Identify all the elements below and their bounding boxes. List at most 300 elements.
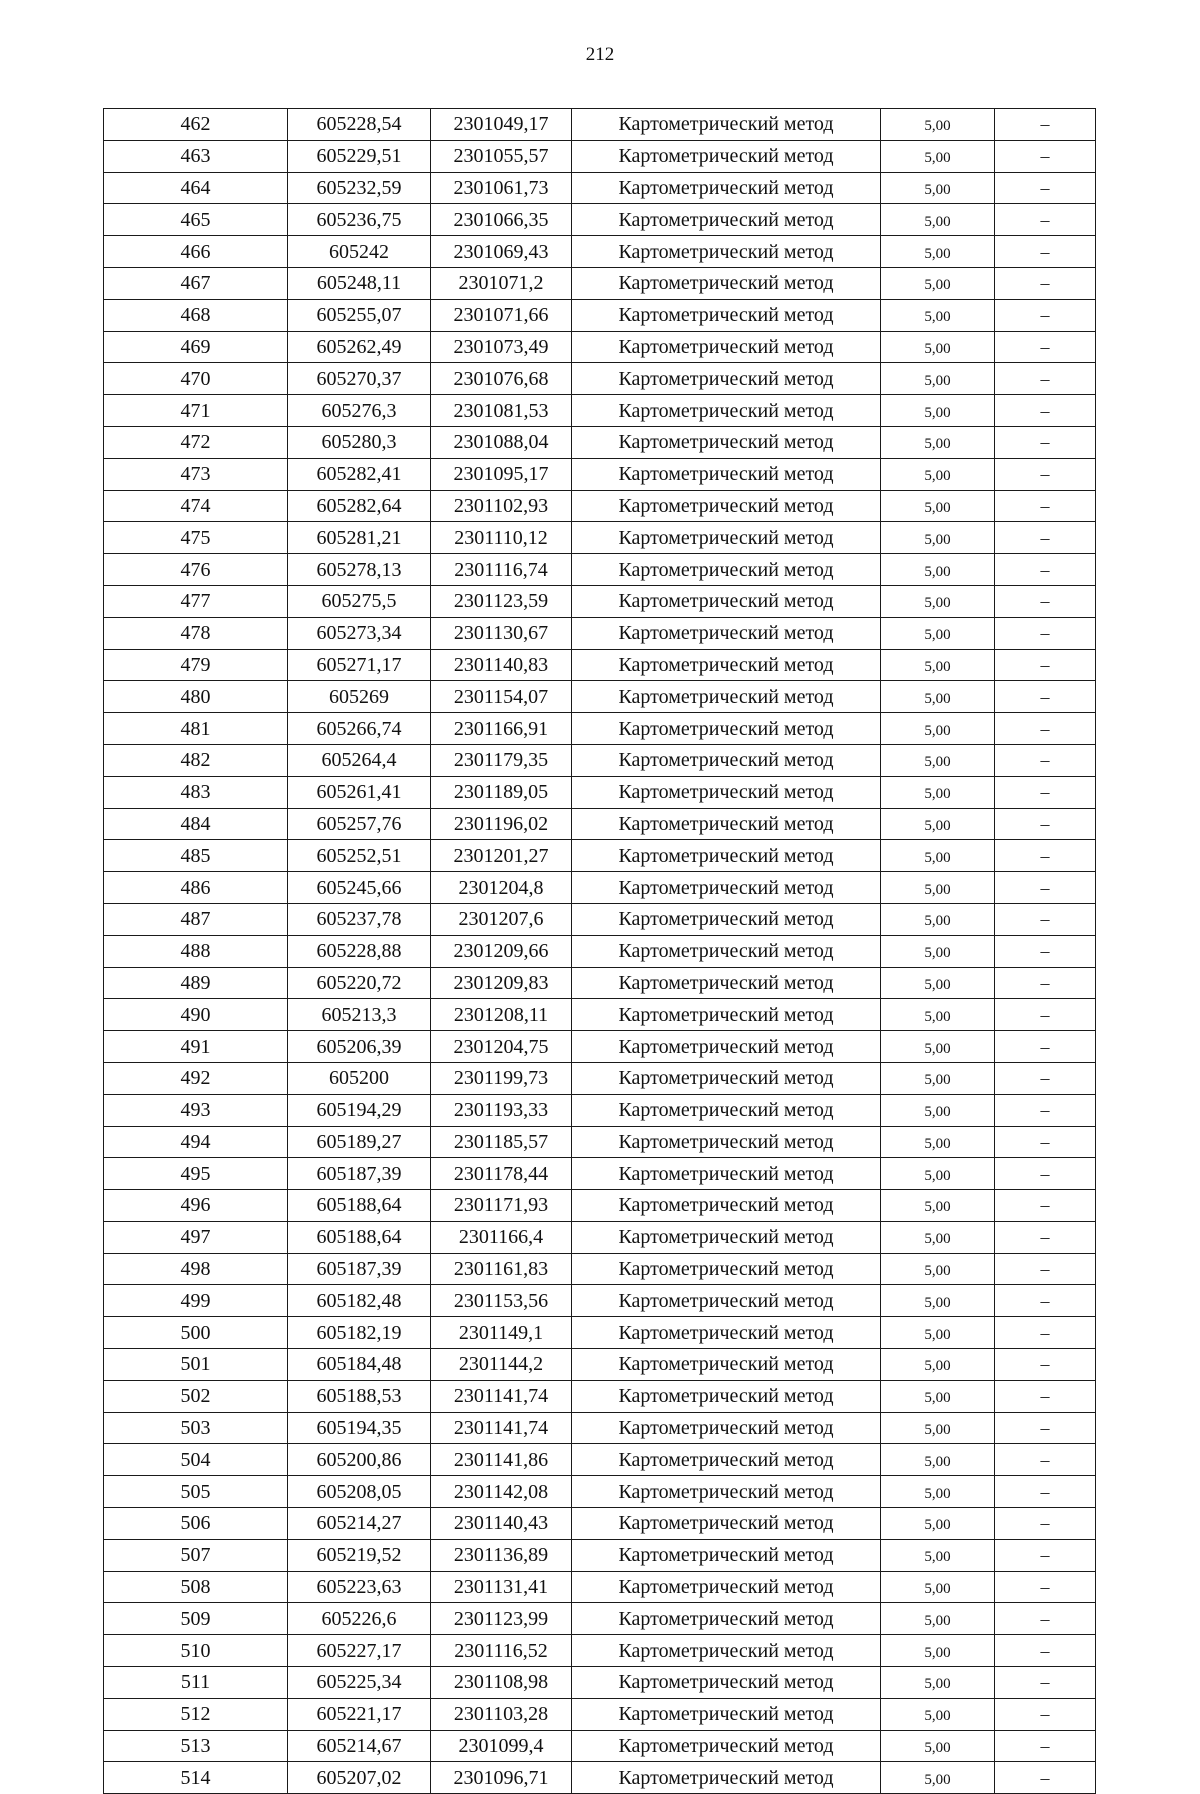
point-number-cell: 463: [104, 140, 288, 172]
point-number-cell: 497: [104, 1221, 288, 1253]
accuracy-cell: 5,00: [881, 1126, 995, 1158]
note-cell: –: [995, 1762, 1096, 1794]
accuracy-cell: 5,00: [881, 967, 995, 999]
y-coordinate-cell: 2301123,59: [431, 585, 572, 617]
note-cell: –: [995, 267, 1096, 299]
y-coordinate-cell: 2301154,07: [431, 681, 572, 713]
table-row: [104, 395, 1096, 427]
y-coordinate-cell: 2301140,43: [431, 1508, 572, 1540]
x-coordinate-cell: 605200,86: [288, 1444, 431, 1476]
x-coordinate-cell: 605281,21: [288, 522, 431, 554]
point-number-cell: 488: [104, 935, 288, 967]
accuracy-cell: 5,00: [881, 872, 995, 904]
y-coordinate-cell: 2301140,83: [431, 649, 572, 681]
y-coordinate-cell: 2301153,56: [431, 1285, 572, 1317]
table-row: [104, 172, 1096, 204]
x-coordinate-cell: 605264,4: [288, 744, 431, 776]
method-cell: Картометрический метод: [572, 1762, 881, 1794]
accuracy-cell: 5,00: [881, 999, 995, 1031]
y-coordinate-cell: 2301201,27: [431, 840, 572, 872]
accuracy-cell: 5,00: [881, 331, 995, 363]
note-cell: –: [995, 872, 1096, 904]
accuracy-cell: 5,00: [881, 426, 995, 458]
x-coordinate-cell: 605255,07: [288, 299, 431, 331]
point-number-cell: 469: [104, 331, 288, 363]
x-coordinate-cell: 605189,27: [288, 1126, 431, 1158]
note-cell: –: [995, 1094, 1096, 1126]
accuracy-cell: 5,00: [881, 1635, 995, 1667]
method-cell: Картометрический метод: [572, 1603, 881, 1635]
note-cell: –: [995, 1253, 1096, 1285]
accuracy-cell: 5,00: [881, 744, 995, 776]
accuracy-cell: 5,00: [881, 903, 995, 935]
accuracy-cell: 5,00: [881, 267, 995, 299]
point-number-cell: 512: [104, 1698, 288, 1730]
accuracy-cell: 5,00: [881, 1476, 995, 1508]
table-row: [104, 1667, 1096, 1699]
y-coordinate-cell: 2301171,93: [431, 1190, 572, 1222]
note-cell: –: [995, 363, 1096, 395]
x-coordinate-cell: 605261,41: [288, 776, 431, 808]
point-number-cell: 501: [104, 1349, 288, 1381]
note-cell: –: [995, 1062, 1096, 1094]
note-cell: –: [995, 490, 1096, 522]
y-coordinate-cell: 2301204,8: [431, 872, 572, 904]
note-cell: –: [995, 1476, 1096, 1508]
table-row: [104, 1730, 1096, 1762]
method-cell: Картометрический метод: [572, 1571, 881, 1603]
point-number-cell: 511: [104, 1667, 288, 1699]
point-number-cell: 465: [104, 204, 288, 236]
y-coordinate-cell: 2301161,83: [431, 1253, 572, 1285]
point-number-cell: 503: [104, 1412, 288, 1444]
table-row: [104, 872, 1096, 904]
x-coordinate-cell: 605207,02: [288, 1762, 431, 1794]
y-coordinate-cell: 2301199,73: [431, 1062, 572, 1094]
table-row: [104, 299, 1096, 331]
method-cell: Картометрический метод: [572, 681, 881, 713]
x-coordinate-cell: 605188,64: [288, 1221, 431, 1253]
y-coordinate-cell: 2301141,86: [431, 1444, 572, 1476]
point-number-cell: 492: [104, 1062, 288, 1094]
note-cell: –: [995, 999, 1096, 1031]
method-cell: Картометрический метод: [572, 1349, 881, 1381]
y-coordinate-cell: 2301076,68: [431, 363, 572, 395]
note-cell: –: [995, 840, 1096, 872]
x-coordinate-cell: 605232,59: [288, 172, 431, 204]
y-coordinate-cell: 2301166,91: [431, 713, 572, 745]
note-cell: –: [995, 299, 1096, 331]
table-row: [104, 1221, 1096, 1253]
method-cell: Картометрический метод: [572, 1062, 881, 1094]
y-coordinate-cell: 2301055,57: [431, 140, 572, 172]
point-number-cell: 490: [104, 999, 288, 1031]
method-cell: Картометрический метод: [572, 109, 881, 141]
point-number-cell: 464: [104, 172, 288, 204]
point-number-cell: 468: [104, 299, 288, 331]
y-coordinate-cell: 2301116,52: [431, 1635, 572, 1667]
x-coordinate-cell: 605188,64: [288, 1190, 431, 1222]
y-coordinate-cell: 2301081,53: [431, 395, 572, 427]
table-row: [104, 1349, 1096, 1381]
point-number-cell: 486: [104, 872, 288, 904]
note-cell: –: [995, 172, 1096, 204]
table-row: [104, 681, 1096, 713]
point-number-cell: 491: [104, 1031, 288, 1063]
method-cell: Картометрический метод: [572, 395, 881, 427]
point-number-cell: 477: [104, 585, 288, 617]
note-cell: –: [995, 744, 1096, 776]
x-coordinate-cell: 605242: [288, 236, 431, 268]
point-number-cell: 502: [104, 1380, 288, 1412]
accuracy-cell: 5,00: [881, 140, 995, 172]
method-cell: Картометрический метод: [572, 617, 881, 649]
point-number-cell: 507: [104, 1539, 288, 1571]
note-cell: –: [995, 1158, 1096, 1190]
table-row: [104, 204, 1096, 236]
point-number-cell: 466: [104, 236, 288, 268]
y-coordinate-cell: 2301179,35: [431, 744, 572, 776]
accuracy-cell: 5,00: [881, 1444, 995, 1476]
y-coordinate-cell: 2301123,99: [431, 1603, 572, 1635]
method-cell: Картометрический метод: [572, 1698, 881, 1730]
table-row: [104, 1412, 1096, 1444]
table-row: [104, 331, 1096, 363]
point-number-cell: 508: [104, 1571, 288, 1603]
x-coordinate-cell: 605257,76: [288, 808, 431, 840]
accuracy-cell: 5,00: [881, 1031, 995, 1063]
accuracy-cell: 5,00: [881, 649, 995, 681]
accuracy-cell: 5,00: [881, 236, 995, 268]
note-cell: –: [995, 808, 1096, 840]
point-number-cell: 498: [104, 1253, 288, 1285]
note-cell: –: [995, 1349, 1096, 1381]
method-cell: Картометрический метод: [572, 967, 881, 999]
point-number-cell: 470: [104, 363, 288, 395]
method-cell: Картометрический метод: [572, 1539, 881, 1571]
note-cell: –: [995, 585, 1096, 617]
y-coordinate-cell: 2301116,74: [431, 554, 572, 586]
table-row: [104, 1444, 1096, 1476]
point-number-cell: 484: [104, 808, 288, 840]
y-coordinate-cell: 2301136,89: [431, 1539, 572, 1571]
table-row: [104, 713, 1096, 745]
accuracy-cell: 5,00: [881, 1062, 995, 1094]
y-coordinate-cell: 2301073,49: [431, 331, 572, 363]
method-cell: Картометрический метод: [572, 1508, 881, 1540]
accuracy-cell: 5,00: [881, 363, 995, 395]
x-coordinate-cell: 605269: [288, 681, 431, 713]
y-coordinate-cell: 2301069,43: [431, 236, 572, 268]
table-row: [104, 522, 1096, 554]
x-coordinate-cell: 605188,53: [288, 1380, 431, 1412]
point-number-cell: 495: [104, 1158, 288, 1190]
point-number-cell: 479: [104, 649, 288, 681]
method-cell: Картометрический метод: [572, 522, 881, 554]
y-coordinate-cell: 2301095,17: [431, 458, 572, 490]
note-cell: –: [995, 903, 1096, 935]
method-cell: Картометрический метод: [572, 1190, 881, 1222]
method-cell: Картометрический метод: [572, 1094, 881, 1126]
x-coordinate-cell: 605219,52: [288, 1539, 431, 1571]
point-number-cell: 510: [104, 1635, 288, 1667]
accuracy-cell: 5,00: [881, 1762, 995, 1794]
accuracy-cell: 5,00: [881, 1539, 995, 1571]
accuracy-cell: 5,00: [881, 172, 995, 204]
y-coordinate-cell: 2301061,73: [431, 172, 572, 204]
point-number-cell: 514: [104, 1762, 288, 1794]
method-cell: Картометрический метод: [572, 840, 881, 872]
x-coordinate-cell: 605266,74: [288, 713, 431, 745]
page-number: 212: [585, 44, 615, 65]
x-coordinate-cell: 605226,6: [288, 1603, 431, 1635]
x-coordinate-cell: 605282,64: [288, 490, 431, 522]
y-coordinate-cell: 2301149,1: [431, 1317, 572, 1349]
table-row: [104, 1158, 1096, 1190]
point-number-cell: 482: [104, 744, 288, 776]
table-row: [104, 363, 1096, 395]
method-cell: Картометрический метод: [572, 267, 881, 299]
point-number-cell: 483: [104, 776, 288, 808]
table-row: [104, 776, 1096, 808]
point-number-cell: 485: [104, 840, 288, 872]
y-coordinate-cell: 2301130,67: [431, 617, 572, 649]
method-cell: Картометрический метод: [572, 1317, 881, 1349]
note-cell: –: [995, 1380, 1096, 1412]
accuracy-cell: 5,00: [881, 490, 995, 522]
accuracy-cell: 5,00: [881, 776, 995, 808]
y-coordinate-cell: 2301110,12: [431, 522, 572, 554]
accuracy-cell: 5,00: [881, 1190, 995, 1222]
x-coordinate-cell: 605187,39: [288, 1253, 431, 1285]
point-number-cell: 500: [104, 1317, 288, 1349]
x-coordinate-cell: 605182,19: [288, 1317, 431, 1349]
note-cell: –: [995, 1698, 1096, 1730]
note-cell: –: [995, 395, 1096, 427]
accuracy-cell: 5,00: [881, 840, 995, 872]
table-row: [104, 903, 1096, 935]
point-number-cell: 493: [104, 1094, 288, 1126]
method-cell: Картометрический метод: [572, 744, 881, 776]
x-coordinate-cell: 605225,34: [288, 1667, 431, 1699]
note-cell: –: [995, 1190, 1096, 1222]
accuracy-cell: 5,00: [881, 1380, 995, 1412]
note-cell: –: [995, 713, 1096, 745]
point-number-cell: 480: [104, 681, 288, 713]
table-row: [104, 458, 1096, 490]
accuracy-cell: 5,00: [881, 935, 995, 967]
table-row: [104, 1635, 1096, 1667]
x-coordinate-cell: 605228,88: [288, 935, 431, 967]
x-coordinate-cell: 605252,51: [288, 840, 431, 872]
method-cell: Картометрический метод: [572, 1476, 881, 1508]
point-number-cell: 494: [104, 1126, 288, 1158]
note-cell: –: [995, 109, 1096, 141]
note-cell: –: [995, 204, 1096, 236]
method-cell: Картометрический метод: [572, 1253, 881, 1285]
accuracy-cell: 5,00: [881, 1158, 995, 1190]
note-cell: –: [995, 1444, 1096, 1476]
table-row: [104, 967, 1096, 999]
y-coordinate-cell: 2301166,4: [431, 1221, 572, 1253]
note-cell: –: [995, 1317, 1096, 1349]
x-coordinate-cell: 605248,11: [288, 267, 431, 299]
table-row: [104, 1476, 1096, 1508]
accuracy-cell: 5,00: [881, 1317, 995, 1349]
x-coordinate-cell: 605194,35: [288, 1412, 431, 1444]
note-cell: –: [995, 1031, 1096, 1063]
point-number-cell: 471: [104, 395, 288, 427]
accuracy-cell: 5,00: [881, 681, 995, 713]
method-cell: Картометрический метод: [572, 903, 881, 935]
method-cell: Картометрический метод: [572, 1285, 881, 1317]
method-cell: Картометрический метод: [572, 935, 881, 967]
table-row: [104, 1285, 1096, 1317]
accuracy-cell: 5,00: [881, 617, 995, 649]
accuracy-cell: 5,00: [881, 522, 995, 554]
table-row: [104, 1571, 1096, 1603]
point-number-cell: 473: [104, 458, 288, 490]
table-row: [104, 999, 1096, 1031]
method-cell: Картометрический метод: [572, 458, 881, 490]
method-cell: Картометрический метод: [572, 649, 881, 681]
y-coordinate-cell: 2301103,28: [431, 1698, 572, 1730]
point-number-cell: 476: [104, 554, 288, 586]
note-cell: –: [995, 1508, 1096, 1540]
accuracy-cell: 5,00: [881, 299, 995, 331]
note-cell: –: [995, 140, 1096, 172]
table-row: [104, 649, 1096, 681]
point-number-cell: 475: [104, 522, 288, 554]
table-row: [104, 1539, 1096, 1571]
x-coordinate-cell: 605223,63: [288, 1571, 431, 1603]
x-coordinate-cell: 605208,05: [288, 1476, 431, 1508]
note-cell: –: [995, 681, 1096, 713]
table-row: [104, 554, 1096, 586]
table-row: [104, 744, 1096, 776]
x-coordinate-cell: 605271,17: [288, 649, 431, 681]
y-coordinate-cell: 2301102,93: [431, 490, 572, 522]
x-coordinate-cell: 605228,54: [288, 109, 431, 141]
method-cell: Картометрический метод: [572, 776, 881, 808]
accuracy-cell: 5,00: [881, 1094, 995, 1126]
table-row: [104, 1253, 1096, 1285]
note-cell: –: [995, 458, 1096, 490]
table-row: [104, 1126, 1096, 1158]
table-row: [104, 808, 1096, 840]
table-row: [104, 267, 1096, 299]
note-cell: –: [995, 967, 1096, 999]
point-number-cell: 487: [104, 903, 288, 935]
point-number-cell: 472: [104, 426, 288, 458]
method-cell: Картометрический метод: [572, 1380, 881, 1412]
x-coordinate-cell: 605236,75: [288, 204, 431, 236]
y-coordinate-cell: 2301066,35: [431, 204, 572, 236]
method-cell: Картометрический метод: [572, 1158, 881, 1190]
accuracy-cell: 5,00: [881, 1698, 995, 1730]
y-coordinate-cell: 2301141,74: [431, 1380, 572, 1412]
table-row: [104, 236, 1096, 268]
note-cell: –: [995, 1221, 1096, 1253]
note-cell: –: [995, 1635, 1096, 1667]
y-coordinate-cell: 2301131,41: [431, 1571, 572, 1603]
x-coordinate-cell: 605194,29: [288, 1094, 431, 1126]
y-coordinate-cell: 2301141,74: [431, 1412, 572, 1444]
point-number-cell: 474: [104, 490, 288, 522]
y-coordinate-cell: 2301142,08: [431, 1476, 572, 1508]
x-coordinate-cell: 605276,3: [288, 395, 431, 427]
method-cell: Картометрический метод: [572, 299, 881, 331]
method-cell: Картометрический метод: [572, 872, 881, 904]
x-coordinate-cell: 605275,5: [288, 585, 431, 617]
point-number-cell: 481: [104, 713, 288, 745]
x-coordinate-cell: 605229,51: [288, 140, 431, 172]
table-row: [104, 1094, 1096, 1126]
accuracy-cell: 5,00: [881, 1603, 995, 1635]
method-cell: Картометрический метод: [572, 808, 881, 840]
x-coordinate-cell: 605270,37: [288, 363, 431, 395]
y-coordinate-cell: 2301088,04: [431, 426, 572, 458]
point-number-cell: 478: [104, 617, 288, 649]
accuracy-cell: 5,00: [881, 713, 995, 745]
accuracy-cell: 5,00: [881, 554, 995, 586]
note-cell: –: [995, 1571, 1096, 1603]
note-cell: –: [995, 426, 1096, 458]
accuracy-cell: 5,00: [881, 458, 995, 490]
x-coordinate-cell: 605214,27: [288, 1508, 431, 1540]
y-coordinate-cell: 2301108,98: [431, 1667, 572, 1699]
y-coordinate-cell: 2301071,66: [431, 299, 572, 331]
accuracy-cell: 5,00: [881, 204, 995, 236]
accuracy-cell: 5,00: [881, 1730, 995, 1762]
y-coordinate-cell: 2301071,2: [431, 267, 572, 299]
note-cell: –: [995, 331, 1096, 363]
method-cell: Картометрический метод: [572, 1635, 881, 1667]
method-cell: Картометрический метод: [572, 172, 881, 204]
method-cell: Картометрический метод: [572, 1730, 881, 1762]
note-cell: –: [995, 617, 1096, 649]
x-coordinate-cell: 605237,78: [288, 903, 431, 935]
accuracy-cell: 5,00: [881, 585, 995, 617]
table-row: [104, 1031, 1096, 1063]
point-number-cell: 467: [104, 267, 288, 299]
method-cell: Картометрический метод: [572, 236, 881, 268]
point-number-cell: 505: [104, 1476, 288, 1508]
table-row: [104, 935, 1096, 967]
method-cell: Картометрический метод: [572, 140, 881, 172]
x-coordinate-cell: 605184,48: [288, 1349, 431, 1381]
x-coordinate-cell: 605227,17: [288, 1635, 431, 1667]
table-row: [104, 1603, 1096, 1635]
note-cell: –: [995, 649, 1096, 681]
method-cell: Картометрический метод: [572, 1031, 881, 1063]
accuracy-cell: 5,00: [881, 395, 995, 427]
x-coordinate-cell: 605280,3: [288, 426, 431, 458]
note-cell: –: [995, 554, 1096, 586]
x-coordinate-cell: 605262,49: [288, 331, 431, 363]
y-coordinate-cell: 2301209,83: [431, 967, 572, 999]
y-coordinate-cell: 2301204,75: [431, 1031, 572, 1063]
table-row: [104, 140, 1096, 172]
point-number-cell: 496: [104, 1190, 288, 1222]
x-coordinate-cell: 605221,17: [288, 1698, 431, 1730]
table-row: [104, 109, 1096, 141]
point-number-cell: 504: [104, 1444, 288, 1476]
table-row: [104, 585, 1096, 617]
method-cell: Картометрический метод: [572, 1126, 881, 1158]
accuracy-cell: 5,00: [881, 109, 995, 141]
y-coordinate-cell: 2301185,57: [431, 1126, 572, 1158]
